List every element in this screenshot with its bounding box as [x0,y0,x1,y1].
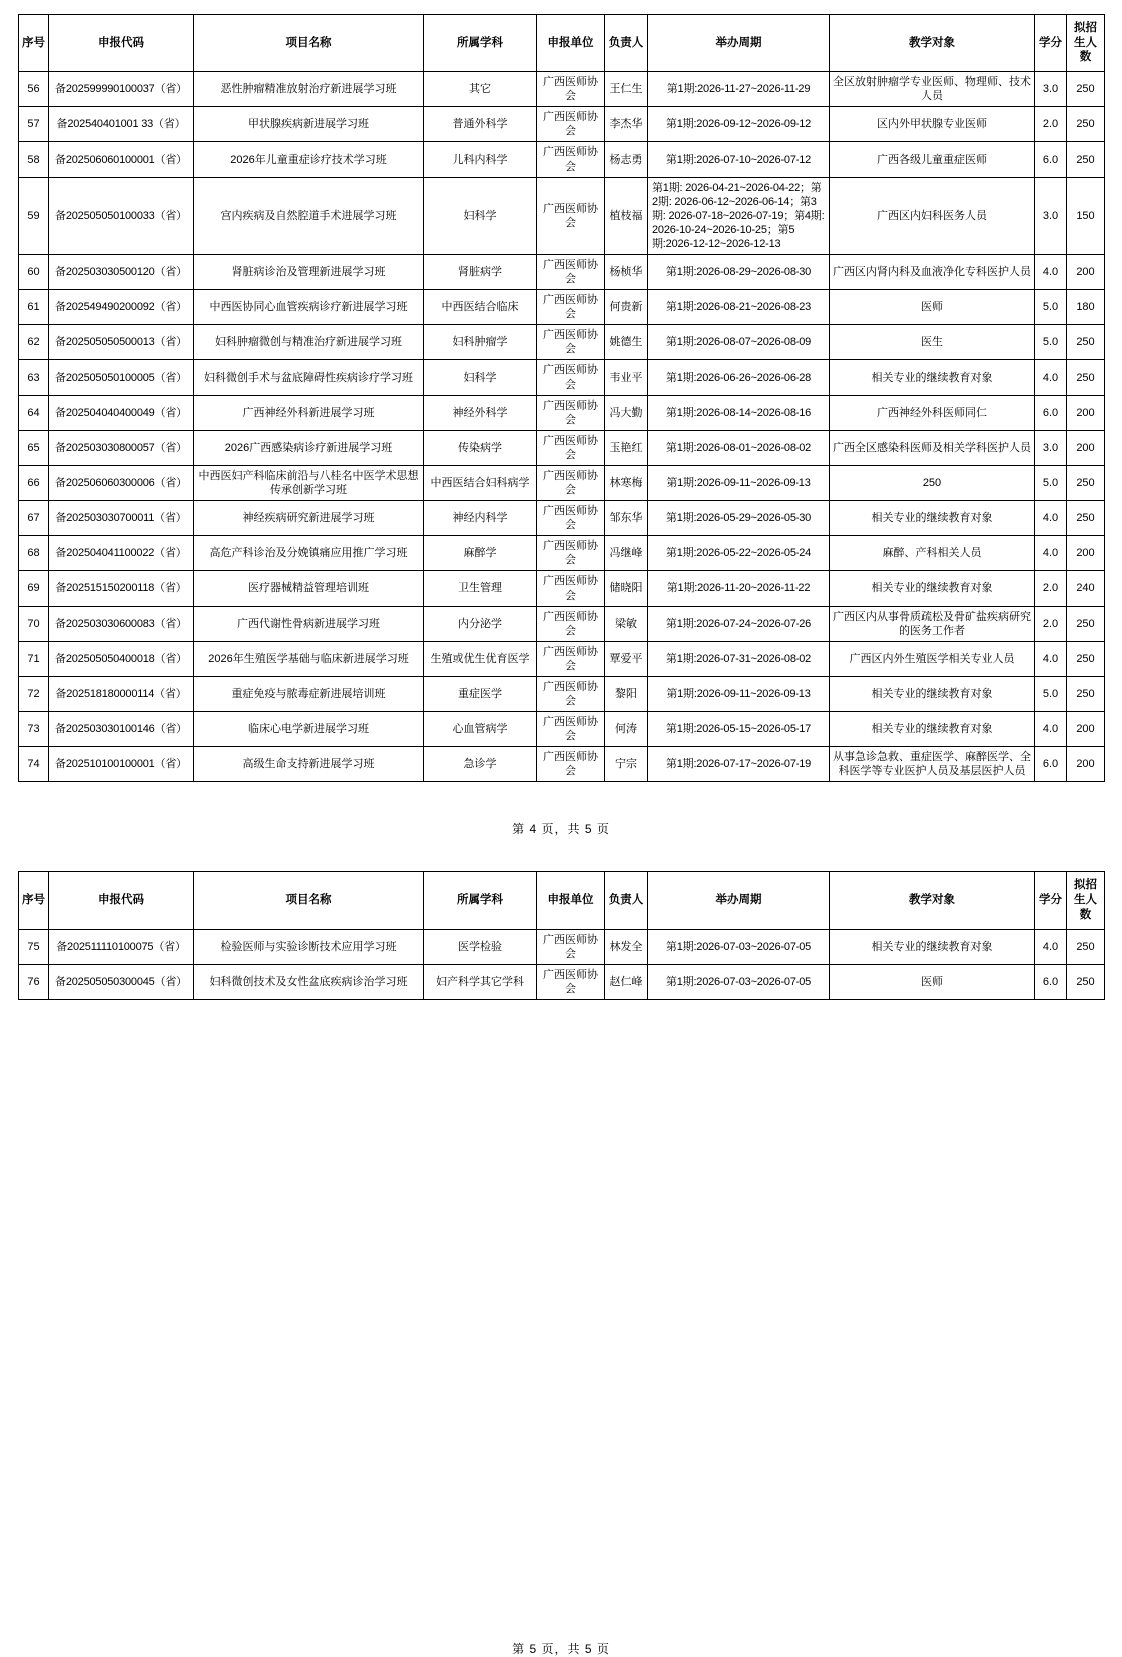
cell-discipline: 医学检验 [424,929,537,964]
cell-code: 备202506060300006（省） [49,465,194,500]
cell-period: 第1期:2026-08-21~2026-08-23 [648,290,830,325]
cell-audience: 相关专业的继续教育对象 [830,360,1035,395]
cell-unit: 广西医师协会 [537,536,605,571]
cell-quota: 200 [1067,712,1105,747]
cell-code: 备202505050100033（省） [49,177,194,254]
cell-discipline: 儿科内科学 [424,142,537,177]
cell-period: 第1期:2026-07-24~2026-07-26 [648,606,830,641]
column-header-unit: 申报单位 [537,15,605,72]
cell-audience: 相关专业的继续教育对象 [830,501,1035,536]
cell-unit: 广西医师协会 [537,177,605,254]
cell-unit: 广西医师协会 [537,747,605,782]
cell-quota: 200 [1067,536,1105,571]
cell-period: 第1期:2026-06-26~2026-06-28 [648,360,830,395]
cell-quota: 250 [1067,964,1105,999]
cell-credit: 6.0 [1035,395,1067,430]
training-course-table-page5 [18,871,1105,999]
cell-person: 林发全 [605,929,648,964]
column-header-code: 申报代码 [49,15,194,72]
column-header-audience: 教学对象 [830,872,1035,929]
cell-unit: 广西医师协会 [537,641,605,676]
table-header-row [19,15,1105,72]
column-header-project-name: 项目名称 [194,872,424,929]
cell-discipline: 急诊学 [424,747,537,782]
cell-audience: 医师 [830,964,1035,999]
cell-project-name: 甲状腺疾病新进展学习班 [194,107,424,142]
table-row [19,712,1105,747]
cell-person: 玉艳红 [605,430,648,465]
cell-period: 第1期:2026-07-03~2026-07-05 [648,929,830,964]
cell-period: 第1期:2026-08-29~2026-08-30 [648,255,830,290]
cell-period: 第1期:2026-08-14~2026-08-16 [648,395,830,430]
cell-period: 第1期:2026-07-31~2026-08-02 [648,641,830,676]
cell-discipline: 妇科学 [424,360,537,395]
cell-credit: 3.0 [1035,177,1067,254]
cell-quota: 200 [1067,395,1105,430]
cell-unit: 广西医师协会 [537,142,605,177]
cell-person: 杨志勇 [605,142,648,177]
cell-code: 备202505050300045（省） [49,964,194,999]
cell-person: 韦业平 [605,360,648,395]
cell-code: 备202504040400049（省） [49,395,194,430]
table-row [19,177,1105,254]
cell-quota: 250 [1067,641,1105,676]
cell-discipline: 肾脏病学 [424,255,537,290]
table-row [19,107,1105,142]
cell-discipline: 神经外科学 [424,395,537,430]
column-header-discipline: 所属学科 [424,872,537,929]
cell-project-name: 肾脏病诊治及管理新进展学习班 [194,255,424,290]
cell-person: 储晓阳 [605,571,648,606]
cell-period: 第1期:2026-11-27~2026-11-29 [648,72,830,107]
table-row [19,929,1105,964]
column-header-period: 举办周期 [648,872,830,929]
table-row [19,255,1105,290]
cell-code: 备202515150200118（省） [49,571,194,606]
cell-unit: 广西医师协会 [537,325,605,360]
cell-credit: 4.0 [1035,360,1067,395]
cell-project-name: 高危产科诊治及分娩镇痛应用推广学习班 [194,536,424,571]
column-header-person: 负责人 [605,15,648,72]
cell-unit: 广西医师协会 [537,712,605,747]
column-header-unit: 申报单位 [537,872,605,929]
cell-person: 林寒梅 [605,465,648,500]
cell-unit: 广西医师协会 [537,571,605,606]
cell-period: 第1期:2026-05-29~2026-05-30 [648,501,830,536]
cell-credit: 3.0 [1035,430,1067,465]
table-body-page4 [19,72,1105,782]
cell-credit: 6.0 [1035,142,1067,177]
cell-code: 备202549490200092（省） [49,290,194,325]
cell-discipline: 内分泌学 [424,606,537,641]
cell-project-name: 医疗器械精益管理培训班 [194,571,424,606]
cell-discipline: 心血管病学 [424,712,537,747]
table-body-page5 [19,929,1105,999]
cell-discipline: 妇科肿瘤学 [424,325,537,360]
table-row [19,72,1105,107]
cell-project-name: 妇科微创技术及女性盆底疾病诊治学习班 [194,964,424,999]
cell-unit: 广西医师协会 [537,606,605,641]
table-row [19,395,1105,430]
table-row [19,325,1105,360]
cell-period: 第1期:2026-07-03~2026-07-05 [648,964,830,999]
table-row [19,536,1105,571]
cell-period: 第1期:2026-11-20~2026-11-22 [648,571,830,606]
cell-credit: 6.0 [1035,747,1067,782]
cell-credit: 2.0 [1035,606,1067,641]
column-header-project-name: 项目名称 [194,15,424,72]
cell-person: 姚德生 [605,325,648,360]
cell-unit: 广西医师协会 [537,465,605,500]
cell-code: 备202505050100005（省） [49,360,194,395]
cell-credit: 4.0 [1035,536,1067,571]
cell-discipline: 中西医结合妇科病学 [424,465,537,500]
training-course-table-page4 [18,14,1105,782]
cell-discipline: 重症医学 [424,676,537,711]
cell-index: 72 [19,676,49,711]
cell-project-name: 中西医妇产科临床前沿与八桂名中医学术思想传承创新学习班 [194,465,424,500]
cell-index: 68 [19,536,49,571]
cell-index: 62 [19,325,49,360]
cell-project-name: 中西医协同心血管疾病诊疗新进展学习班 [194,290,424,325]
table-row [19,360,1105,395]
cell-project-name: 2026年生殖医学基础与临床新进展学习班 [194,641,424,676]
cell-period: 第1期:2026-08-01~2026-08-02 [648,430,830,465]
cell-audience: 区内外甲状腺专业医师 [830,107,1035,142]
cell-index: 60 [19,255,49,290]
cell-unit: 广西医师协会 [537,255,605,290]
cell-audience: 医生 [830,325,1035,360]
cell-audience: 广西区内妇科医务人员 [830,177,1035,254]
cell-person: 李杰华 [605,107,648,142]
cell-quota: 200 [1067,747,1105,782]
cell-audience: 相关专业的继续教育对象 [830,571,1035,606]
cell-project-name: 检验医师与实验诊断技术应用学习班 [194,929,424,964]
table-row [19,641,1105,676]
table-header-row [19,872,1105,929]
cell-quota: 250 [1067,929,1105,964]
table-row [19,142,1105,177]
column-header-credit: 学分 [1035,872,1067,929]
column-header-code: 申报代码 [49,872,194,929]
document-page-5 [0,871,1122,1656]
cell-project-name: 广西神经外科新进展学习班 [194,395,424,430]
cell-quota: 250 [1067,360,1105,395]
cell-person: 宁宗 [605,747,648,782]
cell-audience: 相关专业的继续教育对象 [830,929,1035,964]
cell-period: 第1期:2026-05-15~2026-05-17 [648,712,830,747]
cell-audience: 全区放射肿瘤学专业医师、物理师、技术人员 [830,72,1035,107]
cell-code: 备202510100100001（省） [49,747,194,782]
cell-period: 第1期:2026-09-12~2026-09-12 [648,107,830,142]
cell-discipline: 卫生管理 [424,571,537,606]
cell-index: 66 [19,465,49,500]
cell-index: 76 [19,964,49,999]
cell-discipline: 麻醉学 [424,536,537,571]
cell-person: 植枝福 [605,177,648,254]
cell-project-name: 重症免疫与脓毒症新进展培训班 [194,676,424,711]
cell-credit: 3.0 [1035,72,1067,107]
column-header-credit: 学分 [1035,15,1067,72]
cell-period: 第1期:2026-08-07~2026-08-09 [648,325,830,360]
cell-unit: 广西医师协会 [537,72,605,107]
cell-code: 备202540401001 33（省） [49,107,194,142]
cell-period: 第1期:2026-09-11~2026-09-13 [648,676,830,711]
cell-person: 邹东华 [605,501,648,536]
cell-code: 备202503030700011（省） [49,501,194,536]
column-header-index: 序号 [19,15,49,72]
table-row [19,290,1105,325]
cell-code: 备202518180000114（省） [49,676,194,711]
cell-period: 第1期:2026-09-11~2026-09-13 [648,465,830,500]
table-row [19,676,1105,711]
column-header-discipline: 所属学科 [424,15,537,72]
cell-index: 59 [19,177,49,254]
cell-code: 备202505050400018（省） [49,641,194,676]
cell-project-name: 妇科微创手术与盆底障碍性疾病诊疗学习班 [194,360,424,395]
cell-person: 黎阳 [605,676,648,711]
cell-credit: 5.0 [1035,465,1067,500]
cell-audience: 广西神经外科医师同仁 [830,395,1035,430]
cell-quota: 250 [1067,325,1105,360]
cell-project-name: 广西代谢性骨病新进展学习班 [194,606,424,641]
cell-quota: 180 [1067,290,1105,325]
cell-audience: 广西全区感染科医师及相关学科医护人员 [830,430,1035,465]
cell-credit: 2.0 [1035,107,1067,142]
cell-period: 第1期: 2026-04-21~2026-04-22；第2期: 2026-06-12~2026-06-14；第3期: 2026-07-18~2026-07-19；第4期: 2026-10-24~2026-10-25；第5期:2026-12-12~2026-12-13 [648,177,830,254]
cell-audience: 250 [830,465,1035,500]
cell-audience: 相关专业的继续教育对象 [830,676,1035,711]
table-row [19,606,1105,641]
cell-code: 备202503030100146（省） [49,712,194,747]
cell-project-name: 高级生命支持新进展学习班 [194,747,424,782]
cell-index: 58 [19,142,49,177]
cell-unit: 广西医师协会 [537,290,605,325]
cell-discipline: 普通外科学 [424,107,537,142]
cell-credit: 4.0 [1035,929,1067,964]
cell-unit: 广西医师协会 [537,929,605,964]
column-header-person: 负责人 [605,872,648,929]
cell-project-name: 2026广西感染病诊疗新进展学习班 [194,430,424,465]
cell-quota: 250 [1067,465,1105,500]
cell-code: 备202504041100022（省） [49,536,194,571]
cell-audience: 麻醉、产科相关人员 [830,536,1035,571]
cell-quota: 200 [1067,430,1105,465]
cell-period: 第1期:2026-05-22~2026-05-24 [648,536,830,571]
table-row [19,465,1105,500]
cell-quota: 250 [1067,606,1105,641]
cell-index: 67 [19,501,49,536]
cell-credit: 4.0 [1035,712,1067,747]
cell-quota: 200 [1067,255,1105,290]
cell-index: 57 [19,107,49,142]
cell-discipline: 神经内科学 [424,501,537,536]
column-header-quota: 拟招生人数 [1067,872,1105,929]
cell-project-name: 恶性肿瘤精准放射治疗新进展学习班 [194,72,424,107]
cell-unit: 广西医师协会 [537,676,605,711]
cell-project-name: 宫内疾病及自然腔道手术进展学习班 [194,177,424,254]
cell-project-name: 临床心电学新进展学习班 [194,712,424,747]
cell-quota: 250 [1067,72,1105,107]
cell-code: 备202505050500013（省） [49,325,194,360]
cell-index: 56 [19,72,49,107]
column-header-quota: 拟招生人数 [1067,15,1105,72]
cell-credit: 5.0 [1035,325,1067,360]
cell-code: 备202599990100037（省） [49,72,194,107]
cell-index: 75 [19,929,49,964]
cell-code: 备202503030600083（省） [49,606,194,641]
cell-audience: 广西区内从事骨质疏松及骨矿盐疾病研究的医务工作者 [830,606,1035,641]
cell-discipline: 其它 [424,72,537,107]
table-row [19,964,1105,999]
cell-person: 赵仁峰 [605,964,648,999]
cell-unit: 广西医师协会 [537,430,605,465]
cell-unit: 广西医师协会 [537,360,605,395]
cell-audience: 从事急诊急救、重症医学、麻醉医学、全科医学等专业医护人员及基层医护人员 [830,747,1035,782]
cell-index: 74 [19,747,49,782]
cell-credit: 5.0 [1035,290,1067,325]
cell-credit: 6.0 [1035,964,1067,999]
page-footer-4: 第 4 页，共 5 页 [512,822,610,837]
cell-index: 73 [19,712,49,747]
cell-quota: 250 [1067,142,1105,177]
cell-credit: 4.0 [1035,641,1067,676]
cell-code: 备202503030800057（省） [49,430,194,465]
cell-unit: 广西医师协会 [537,107,605,142]
cell-project-name: 妇科肿瘤微创与精准治疗新进展学习班 [194,325,424,360]
page-break-spacer [0,837,1122,871]
cell-discipline: 传染病学 [424,430,537,465]
cell-index: 63 [19,360,49,395]
cell-project-name: 2026年儿童重症诊疗技术学习班 [194,142,424,177]
cell-unit: 广西医师协会 [537,501,605,536]
column-header-index: 序号 [19,872,49,929]
cell-quota: 150 [1067,177,1105,254]
cell-person: 杨桢华 [605,255,648,290]
cell-credit: 4.0 [1035,501,1067,536]
table-row [19,571,1105,606]
cell-person: 何贵新 [605,290,648,325]
table-row [19,747,1105,782]
cell-credit: 5.0 [1035,676,1067,711]
cell-index: 61 [19,290,49,325]
cell-index: 71 [19,641,49,676]
cell-audience: 相关专业的继续教育对象 [830,712,1035,747]
page-footer-5: 第 5 页，共 5 页 [512,1641,610,1656]
cell-audience: 广西区内肾内科及血液净化专科医护人员 [830,255,1035,290]
cell-audience: 广西各级儿童重症医师 [830,142,1035,177]
cell-person: 梁敏 [605,606,648,641]
cell-code: 备202503030500120（省） [49,255,194,290]
cell-person: 王仁生 [605,72,648,107]
cell-quota: 250 [1067,107,1105,142]
cell-index: 64 [19,395,49,430]
cell-discipline: 生殖或优生优育医学 [424,641,537,676]
column-header-period: 举办周期 [648,15,830,72]
cell-period: 第1期:2026-07-10~2026-07-12 [648,142,830,177]
column-header-audience: 教学对象 [830,15,1035,72]
cell-quota: 250 [1067,501,1105,536]
cell-index: 70 [19,606,49,641]
cell-discipline: 妇科学 [424,177,537,254]
cell-audience: 广西区内外生殖医学相关专业人员 [830,641,1035,676]
cell-discipline: 妇产科学其它学科 [424,964,537,999]
cell-code: 备202511110100075（省） [49,929,194,964]
table-row [19,430,1105,465]
cell-unit: 广西医师协会 [537,964,605,999]
cell-quota: 250 [1067,676,1105,711]
cell-person: 覃爱平 [605,641,648,676]
cell-credit: 4.0 [1035,255,1067,290]
cell-credit: 2.0 [1035,571,1067,606]
cell-discipline: 中西医结合临床 [424,290,537,325]
table-row [19,501,1105,536]
cell-unit: 广西医师协会 [537,395,605,430]
cell-index: 69 [19,571,49,606]
cell-project-name: 神经疾病研究新进展学习班 [194,501,424,536]
cell-person: 何涛 [605,712,648,747]
cell-quota: 240 [1067,571,1105,606]
cell-code: 备202506060100001（省） [49,142,194,177]
cell-period: 第1期:2026-07-17~2026-07-19 [648,747,830,782]
cell-index: 65 [19,430,49,465]
cell-person: 冯大勤 [605,395,648,430]
cell-person: 冯继峰 [605,536,648,571]
cell-audience: 医师 [830,290,1035,325]
